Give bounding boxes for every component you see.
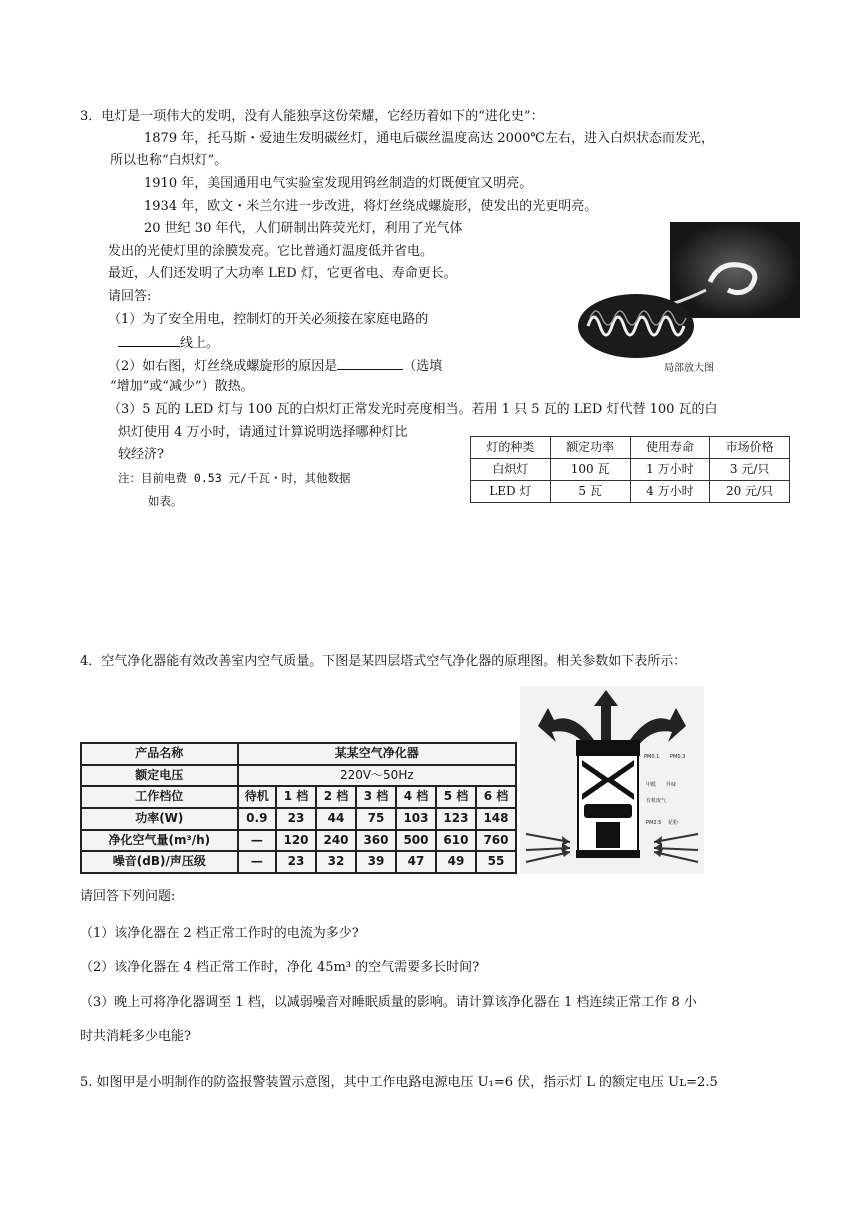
- q3-note-line2: 如表。: [148, 494, 183, 508]
- table-header: 工作档位: [81, 786, 238, 808]
- q3-paragraph: 20 世纪 30 年代，人们研制出阵荧光灯，利用了光气体: [144, 221, 463, 236]
- table-cell: 103: [396, 808, 436, 830]
- purifier-spec-table-image: [80, 742, 517, 874]
- table-cell: 1 万小时: [630, 459, 710, 481]
- q3-question-1-line2: [118, 333, 219, 354]
- table-cell: 148: [476, 808, 516, 830]
- table-cell: 49: [436, 851, 476, 873]
- q3-heading: 3．电灯是一项伟大的发明，没有人能独享这份荣耀，它经历着如下的“进化史”：: [80, 109, 544, 124]
- q5-heading: 5. 如图甲是小明制作的防盗报警装置示意图，其中工作电路电源电压 U₁=6 伏，指示灯 L 的额定电压 Uʟ=2.5: [80, 1075, 718, 1090]
- diagram-label: PM0.1: [644, 754, 660, 760]
- table-cell: 3 档: [356, 786, 396, 808]
- q3-paragraph: 1879 年，托马斯・爱迪生发明碳丝灯，通电后碳丝温度高达 2000℃左右，进入白炽状态而发光，: [144, 131, 714, 146]
- q3-question-2: [108, 356, 442, 377]
- table-row: [81, 743, 516, 765]
- table-cell: 100 瓦: [550, 459, 630, 481]
- table-cell: 220V～50Hz: [238, 765, 516, 787]
- table-header: 灯的种类: [471, 437, 551, 459]
- table-header: 功率(W): [81, 808, 238, 830]
- q3-question-2-text: （2）如右图，灯丝绕成螺旋形的原因是: [108, 359, 338, 374]
- table-cell: 32: [316, 851, 356, 873]
- q3-question-3-line2: 炽灯使用 4 万小时，请通过计算说明选择哪种灯比: [118, 425, 408, 440]
- table-row: [81, 808, 516, 830]
- table-cell: 待机: [238, 786, 276, 808]
- table-cell: 4 档: [396, 786, 436, 808]
- table-cell: 5 档: [436, 786, 476, 808]
- table-cell: 某某空气净化器: [238, 743, 516, 765]
- table-cell: 20 元/只: [710, 481, 790, 503]
- table-cell: 23: [276, 851, 316, 873]
- table-cell: 39: [356, 851, 396, 873]
- diagram-label: 甲醛: [646, 782, 657, 788]
- table-cell: —: [238, 851, 276, 873]
- table-header: 噪音(dB)/声压级: [81, 851, 238, 873]
- figure-caption: 局部放大图: [664, 363, 714, 374]
- q4-heading: 4．空气净化器能有效改善室内空气质量。下图是某四层塔式空气净化器的原理图。相关参数如下表所示：: [80, 654, 687, 669]
- table-cell: 123: [436, 808, 476, 830]
- purifier-spec-table: [80, 742, 517, 874]
- q3-paragraph: 1910 年，美国通用电气实验室发现用钨丝制造的灯既便宜又明亮。: [144, 176, 533, 191]
- q3-paragraph: 最近，人们还发明了大功率 LED 灯，它更省电、寿命更长。: [108, 266, 457, 281]
- table-cell: 6 档: [476, 786, 516, 808]
- q4-question-1: （1）该净化器在 2 档正常工作时的电流为多少?: [80, 926, 359, 941]
- q4-prompt: 请回答下列问题:: [80, 889, 176, 904]
- table-row: [81, 851, 516, 873]
- table-cell: 2 档: [316, 786, 356, 808]
- table-header: 使用寿命: [630, 437, 710, 459]
- table-cell: 360: [356, 830, 396, 852]
- table-cell: —: [238, 830, 276, 852]
- q3-paragraph: 发出的光使灯里的涂膜发亮。它比普通灯温度低并省电。: [108, 244, 434, 259]
- table-cell: 120: [276, 830, 316, 852]
- table-cell: 44: [316, 808, 356, 830]
- q4-question-2: （2）该净化器在 4 档正常工作时，净化 45m³ 的空气需要多长时间?: [80, 960, 480, 975]
- q3-note: 注：目前电费 0.53 元/千瓦・时，其他数据: [118, 471, 351, 485]
- q3-question-3-line3: 较经济?: [118, 447, 164, 462]
- table-cell: 500: [396, 830, 436, 852]
- diagram-label: PM0.3: [670, 754, 686, 760]
- table-cell: 1 档: [276, 786, 316, 808]
- diagram-label: 有机废气: [646, 798, 667, 804]
- table-cell: 3 元/只: [710, 459, 790, 481]
- diagram-label: PM2.5: [646, 820, 662, 826]
- table-cell: 4 万小时: [630, 481, 710, 503]
- table-cell: 55: [476, 851, 516, 873]
- table-row: [471, 481, 790, 503]
- q4-question-3: （3）晚上可将净化器调至 1 档，以减弱噪音对睡眠质量的影响。请计算该净化器在 1 档连续正常工作 8 小: [80, 995, 697, 1010]
- table-cell: 5 瓦: [550, 481, 630, 503]
- table-header: 市场价格: [710, 437, 790, 459]
- table-row: [81, 786, 516, 808]
- table-row: [471, 459, 790, 481]
- q3-question-3: （3）5 瓦的 LED 灯与 100 瓦的白炽灯正常发光时亮度相当。若用 1 只 5 瓦的 LED 灯代替 100 瓦的白: [108, 402, 718, 417]
- table-cell: 240: [316, 830, 356, 852]
- q3-question-1: （1）为了安全用电，控制灯的开关必须接在家庭电路的: [108, 312, 429, 327]
- diagram-label: 异味: [666, 782, 677, 788]
- q3-prompt: 请回答:: [108, 289, 152, 304]
- lamp-filament-figure: [578, 222, 800, 382]
- table-header-row: [471, 437, 790, 459]
- table-cell: 75: [356, 808, 396, 830]
- table-cell: LED 灯: [471, 481, 551, 503]
- table-header: 额定电压: [81, 765, 238, 787]
- q3-question-1-tail: 线上。: [180, 336, 220, 351]
- answer-blank[interactable]: [337, 356, 403, 370]
- table-cell: 760: [476, 830, 516, 852]
- table-header: 净化空气量(m³/h): [81, 830, 238, 852]
- answer-blank[interactable]: [118, 333, 180, 347]
- table-cell: 0.9: [238, 808, 276, 830]
- q4-question-3-line2: 时共消耗多少电能?: [80, 1029, 191, 1044]
- table-cell: 23: [276, 808, 316, 830]
- table-header: 额定功率: [550, 437, 630, 459]
- q3-question-2-hint: （选填: [403, 359, 443, 374]
- table-cell: 白炽灯: [471, 459, 551, 481]
- lamp-comparison-table: [470, 436, 790, 503]
- q3-question-2-line2: “增加”或“减少”）散热。: [110, 379, 254, 394]
- air-purifier-diagram: [520, 686, 704, 874]
- q3-paragraph: 1934 年，欧文・米兰尔进一步改进，将灯丝绕成螺旋形，使发出的光更明亮。: [144, 199, 598, 214]
- table-cell: 610: [436, 830, 476, 852]
- table-header: 产品名称: [81, 743, 238, 765]
- filament-photo: [578, 222, 800, 360]
- table-cell: 47: [396, 851, 436, 873]
- q3-paragraph: 所以也称“白炽灯”。: [110, 153, 228, 168]
- table-row: [81, 765, 516, 787]
- diagram-label: 花粉: [668, 820, 679, 826]
- table-row: [81, 830, 516, 852]
